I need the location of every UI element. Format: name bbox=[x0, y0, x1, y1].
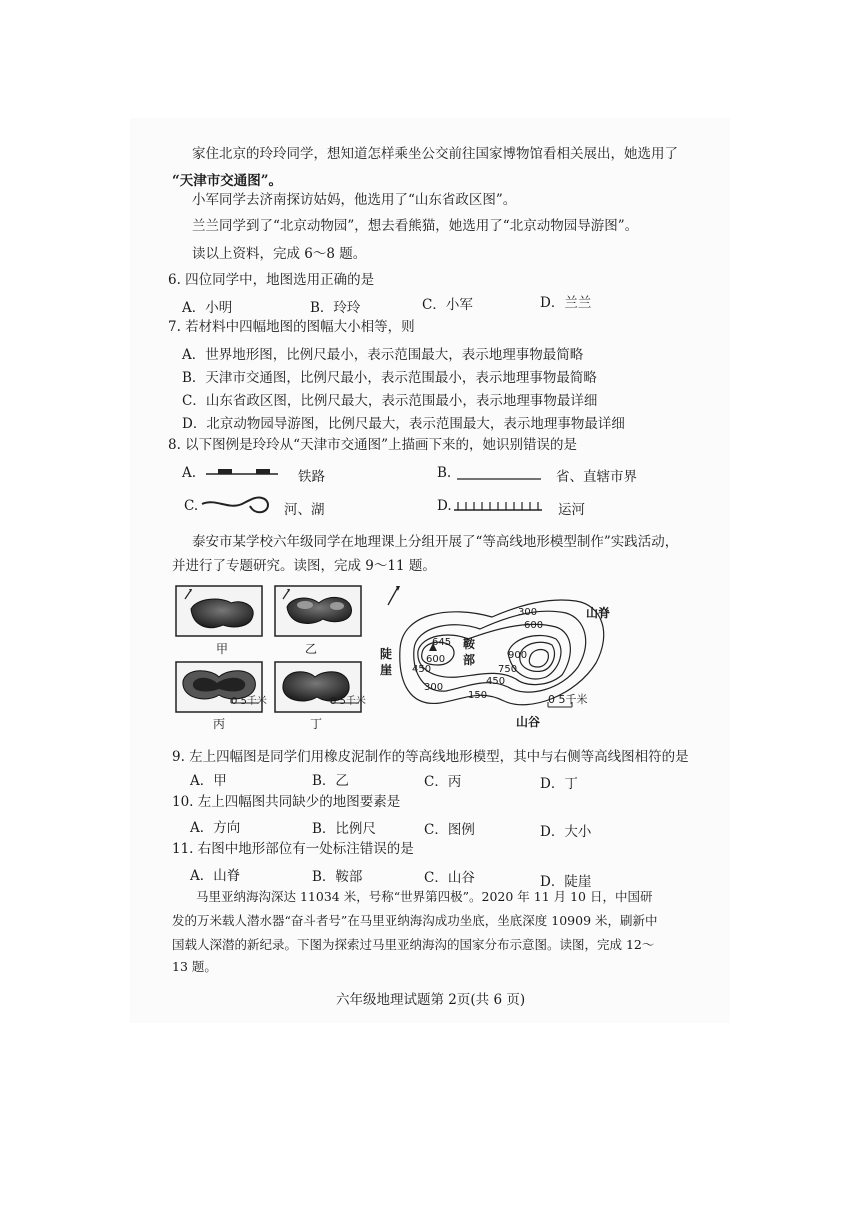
model-jia bbox=[176, 586, 262, 636]
intro-line-2: “天津市交通图”。 bbox=[172, 173, 283, 189]
q9-option-a[interactable]: A．甲 bbox=[190, 773, 227, 789]
model-yi bbox=[275, 586, 361, 636]
q6-option-a[interactable]: A．小明 bbox=[182, 300, 233, 316]
q7-option-c[interactable]: C．山东省政区图，比例尺最大，表示范围最小，表示地理事物最详细 bbox=[182, 393, 598, 409]
q10-option-b[interactable]: B．比例尺 bbox=[312, 821, 376, 837]
contour-450-east: 450 bbox=[486, 676, 506, 687]
q7-option-d[interactable]: D．北京动物园导游图，比例尺最大，表示范围最大，表示地理事物最详细 bbox=[182, 416, 625, 432]
intro2-line-1: 泰安市某学校六年级同学在地理课上分组开展了“等高线地形模型制作”实践活动， bbox=[192, 534, 679, 550]
label-ridge: 山脊 bbox=[586, 606, 611, 620]
q7-option-b[interactable]: B．天津市交通图，比例尺最小，表示范围最小，表示地理事物最简略 bbox=[182, 370, 597, 386]
model-label-ding: 丁 bbox=[310, 717, 323, 731]
q11-option-b[interactable]: B．鞍部 bbox=[312, 869, 363, 885]
contour-scale: 0 5千米 bbox=[548, 693, 588, 706]
page-footer: 六年级地理试题第 2页(共 6 页) bbox=[336, 992, 526, 1008]
q6-option-b[interactable]: B．玲玲 bbox=[310, 300, 361, 316]
contour-300-top: 300 bbox=[518, 607, 538, 618]
intro3-line-3: 国载人深潜的新纪录。下图为探索过马里亚纳海沟的国家分布示意图。读图，完成 12～ bbox=[172, 937, 655, 952]
intro-line-4: 兰兰同学到了“北京动物园”，想去看熊猫，她选用了“北京动物园导游图”。 bbox=[192, 218, 639, 234]
q8-option-b-letter[interactable]: B. bbox=[437, 465, 452, 481]
intro3-line-1: 马里亚纳海沟深达 11034 米，号称“世界第四极”。2020 年 11 月 10 日，中国研 bbox=[196, 889, 653, 904]
peak-elevation: 645 bbox=[432, 637, 452, 648]
q10-option-a[interactable]: A．方向 bbox=[190, 820, 241, 836]
model-ding-scale: 0 5千米 bbox=[330, 696, 366, 707]
label-saddle: 鞍部 bbox=[463, 637, 476, 667]
q8-stem: 8. 以下图例是玲玲从“天津市交通图”上描画下来的，她识别错误的是 bbox=[168, 437, 577, 453]
q9-option-d[interactable]: D．丁 bbox=[540, 776, 578, 792]
q10-option-c[interactable]: C．图例 bbox=[424, 822, 475, 838]
river-lake-symbol-icon bbox=[198, 488, 278, 518]
boundary-symbol-icon bbox=[455, 466, 545, 482]
model-label-yi: 乙 bbox=[305, 642, 318, 656]
q8-option-a-letter[interactable]: A. bbox=[182, 465, 197, 481]
q6-option-c[interactable]: C．小军 bbox=[422, 297, 473, 313]
intro-line-5: 读以上资料，完成 6～8 题。 bbox=[192, 246, 367, 262]
intro3-line-2: 发的万米载人潜水器“奋斗者号”在马里亚纳海沟成功坐底，坐底深度 10909 米，刷新中 bbox=[172, 913, 658, 928]
label-cliff: 陡崖 bbox=[380, 647, 393, 677]
q6-option-d[interactable]: D．兰兰 bbox=[540, 295, 592, 311]
intro3-line-4: 13 题。 bbox=[172, 959, 217, 974]
contour-450-west: 450 bbox=[412, 664, 432, 675]
clay-models-figure bbox=[175, 585, 365, 730]
q6-stem: 6. 四位同学中，地图选用正确的是 bbox=[168, 272, 375, 288]
q11-stem: 11. 右图中地形部位有一处标注错误的是 bbox=[172, 841, 414, 857]
q8-option-c-letter[interactable]: C. bbox=[184, 498, 199, 514]
canal-symbol-icon bbox=[452, 496, 544, 514]
model-label-bing: 丙 bbox=[213, 717, 226, 731]
q8-option-d-letter[interactable]: D. bbox=[437, 498, 452, 514]
railway-symbol-icon bbox=[202, 464, 282, 480]
q8-option-c-label: 河、湖 bbox=[284, 502, 325, 518]
q8-option-d-label: 运河 bbox=[558, 502, 585, 518]
model-bing-scale: 0 5千米 bbox=[231, 696, 267, 707]
intro-line-1: 家住北京的玲玲同学，想知道怎样乘坐公交前往国家博物馆看相关展出，她选用了 bbox=[192, 146, 678, 162]
q8-option-b-label: 省、直辖市界 bbox=[556, 469, 637, 485]
q11-option-c[interactable]: C．山谷 bbox=[424, 870, 475, 886]
model-label-jia: 甲 bbox=[216, 642, 229, 656]
q10-stem: 10. 左上四幅图共同缺少的地图要素是 bbox=[172, 794, 401, 810]
contour-600-west: 600 bbox=[426, 654, 446, 665]
contour-300-south: 300 bbox=[424, 682, 444, 693]
intro-line-3: 小军同学去济南探访姑妈，他选用了“山东省政区图”。 bbox=[192, 192, 517, 208]
label-valley: 山谷 bbox=[516, 715, 541, 729]
q11-option-d[interactable]: D．陡崖 bbox=[540, 874, 592, 890]
contour-750: 750 bbox=[498, 664, 518, 675]
q8-option-a-label: 铁路 bbox=[298, 469, 325, 485]
q9-stem: 9. 左上四幅图是同学们用橡皮泥制作的等高线地形模型，其中与右侧等高线图相符的是 bbox=[172, 749, 689, 765]
q9-option-b[interactable]: B．乙 bbox=[312, 773, 349, 789]
q7-option-a[interactable]: A．世界地形图，比例尺最小，表示范围最大，表示地理事物最简略 bbox=[182, 347, 584, 363]
intro2-line-2: 并进行了专题研究。读图，完成 9～11 题。 bbox=[172, 558, 436, 574]
q9-option-c[interactable]: C．丙 bbox=[424, 774, 462, 790]
q7-stem: 7. 若材料中四幅地图的图幅大小相等，则 bbox=[168, 319, 415, 335]
q11-option-a[interactable]: A．山脊 bbox=[190, 868, 241, 884]
q10-option-d[interactable]: D．大小 bbox=[540, 824, 592, 840]
contour-150: 150 bbox=[468, 690, 488, 701]
contour-900: 900 bbox=[508, 650, 528, 661]
contour-600-east: 600 bbox=[524, 620, 544, 631]
